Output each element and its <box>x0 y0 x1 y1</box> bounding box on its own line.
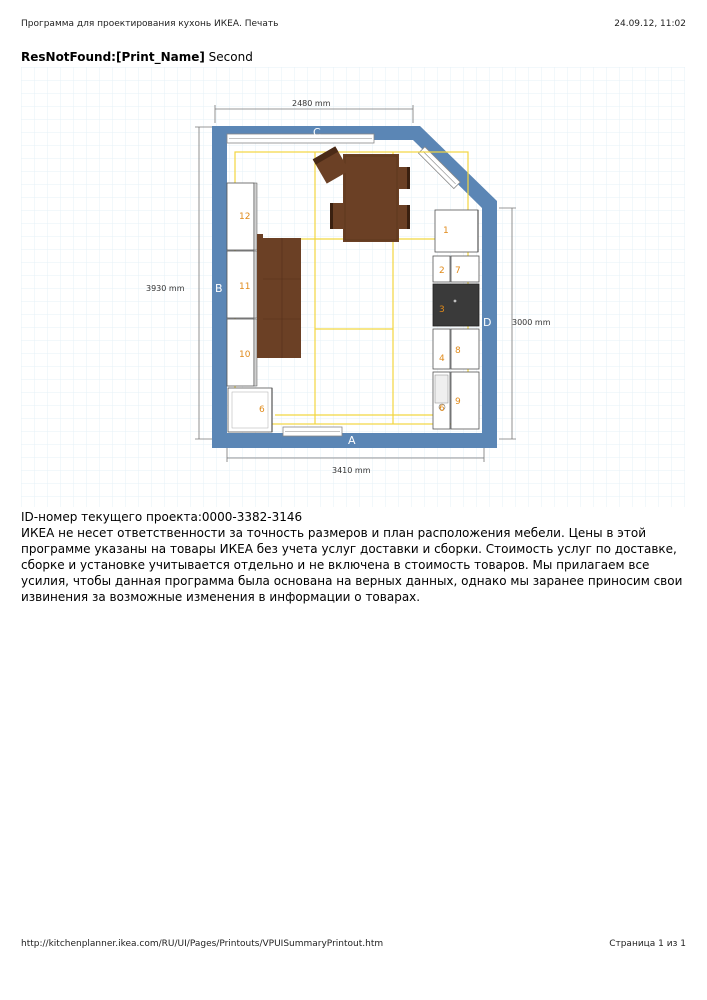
window-bottom <box>283 427 342 436</box>
cabinet-12-label: 12 <box>239 212 251 222</box>
chair-left-bottom-back <box>330 203 333 229</box>
document-title <box>21 50 253 64</box>
footer-page-number: Страница 1 из 1 <box>609 939 686 949</box>
document-title-bold: ResNotFound:[Print_Name] <box>21 50 205 64</box>
cabinet-8-label: 8 <box>455 346 461 356</box>
wall-label-a: A <box>348 434 356 447</box>
sink <box>433 372 450 429</box>
dimension-top-label: 2480 mm <box>292 99 331 108</box>
cabinet-6-left <box>228 388 272 432</box>
wall-label-b: B <box>215 282 223 295</box>
cabinet-6-left-label: 6 <box>259 405 265 415</box>
dimension-bottom-label: 3410 mm <box>332 466 371 475</box>
cabinet-10-label: 10 <box>239 350 251 360</box>
cabinet-1 <box>435 210 478 252</box>
disclaimer-text: ИКЕА не несет ответственности за точность размеров и план расположения мебели. Цены в этой программе указаны на товары ИКЕА без учета услуг доставки и сборки. Стоимость услуг по доставке, сборке и установке учитывается отдельно и не включена в стоимость товаров. Мы прилагаем все усилия, чтобы данная программа была основана на верных данных, однако мы заранее приносим свои извинения за возможные изменения в информации о товарах. <box>21 526 683 604</box>
cabinet-4-label: 4 <box>439 354 445 364</box>
dimension-right-label: 3000 mm <box>512 318 551 327</box>
footer-url: http://kitchenplanner.ikea.com/RU/UI/Pages/Printouts/VPUISummaryPrintout.htm <box>21 939 384 949</box>
project-id: ID-номер текущего проекта:0000-3382-3146 <box>21 510 303 524</box>
left-shelving-unit <box>257 234 301 358</box>
chair-left-bottom <box>333 203 343 229</box>
header-datetime: 24.09.12, 11:02 <box>614 19 686 29</box>
cabinet-2-label: 2 <box>439 266 445 276</box>
cabinet-6-right-label: 6 <box>439 404 445 414</box>
project-info <box>21 509 689 605</box>
cabinet-9-label: 9 <box>455 397 461 407</box>
kitchen-floor-plan <box>21 67 685 507</box>
document-title-name: Second <box>208 50 253 64</box>
header-title: Программа для проектирования кухонь ИКЕА. Печать <box>21 19 279 29</box>
dimension-left-label: 3930 mm <box>146 284 185 293</box>
cabinet-1-label: 1 <box>443 226 449 236</box>
cabinet-3-label: 3 <box>439 305 445 315</box>
window-top <box>227 134 374 143</box>
wall-label-d: D <box>483 316 492 329</box>
dining-table <box>343 154 399 242</box>
wall-label-c: C <box>313 126 321 139</box>
chair-right-top-back <box>407 167 410 189</box>
cabinet-7-label: 7 <box>455 266 461 276</box>
chair-right-bottom-back <box>407 205 410 229</box>
cabinet-11-label: 11 <box>239 282 251 292</box>
